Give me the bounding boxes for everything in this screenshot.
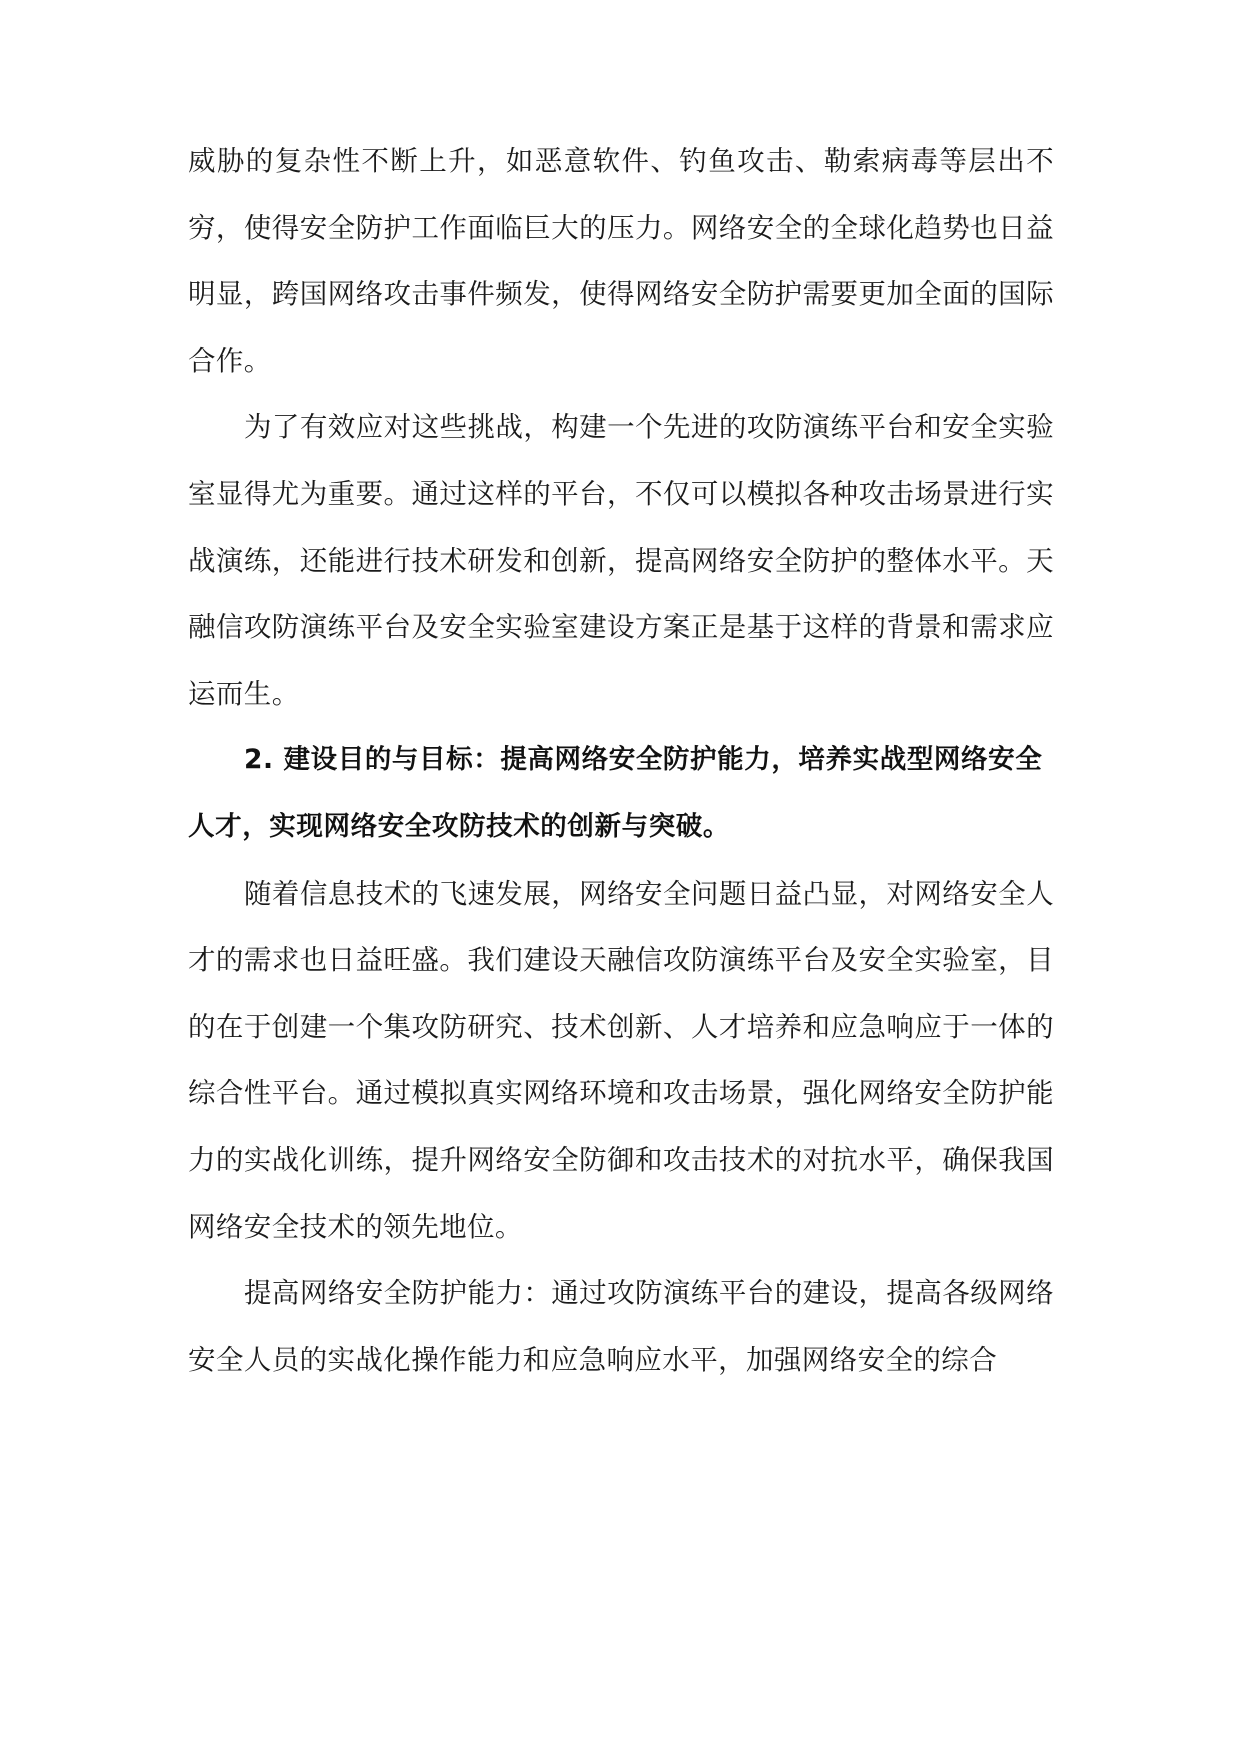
paragraph-platform-importance: 为了有效应对这些挑战，构建一个先进的攻防演练平台和安全实验室显得尤为重要。通过这样的平台，不仅可以模拟各种攻击场景进行实战演练，还能进行技术研发和创新，提高网络安全防护的整体水平。天融信攻防演练平台及安全实验室建设方案正是基于这样的背景和需求应运而生。 — [188, 411, 1054, 710]
section-heading: 2. 建设目的与目标：提高网络安全防护能力，培养实战型网络安全人才，实现网络安全攻防技术的创新与突破。 — [188, 744, 1043, 842]
document-body — [188, 128, 1054, 1393]
paragraph-threat-complexity: 威胁的复杂性不断上升，如恶意软件、钓鱼攻击、勒索病毒等层出不穷，使得安全防护工作面临巨大的压力。网络安全的全球化趋势也日益明显，跨国网络攻击事件频发，使得网络安全防护需要更加全面的国际合作。 — [188, 145, 1054, 377]
paragraph-construction-purpose: 随着信息技术的飞速发展，网络安全问题日益凸显，对网络安全人才的需求也日益旺盛。我们建设天融信攻防演练平台及安全实验室，目的在于创建一个集攻防研究、技术创新、人才培养和应急响应于一体的综合性平台。通过模拟真实网络环境和攻击场景，强化网络安全防护能力的实战化训练，提升网络安全防御和攻击技术的对抗水平，确保我国网络安全技术的领先地位。 — [188, 877, 1054, 1243]
paragraph-protection-capability: 提高网络安全防护能力：通过攻防演练平台的建设，提高各级网络安全人员的实战化操作能力和应急响应水平，加强网络安全的综合 — [188, 1277, 1054, 1376]
